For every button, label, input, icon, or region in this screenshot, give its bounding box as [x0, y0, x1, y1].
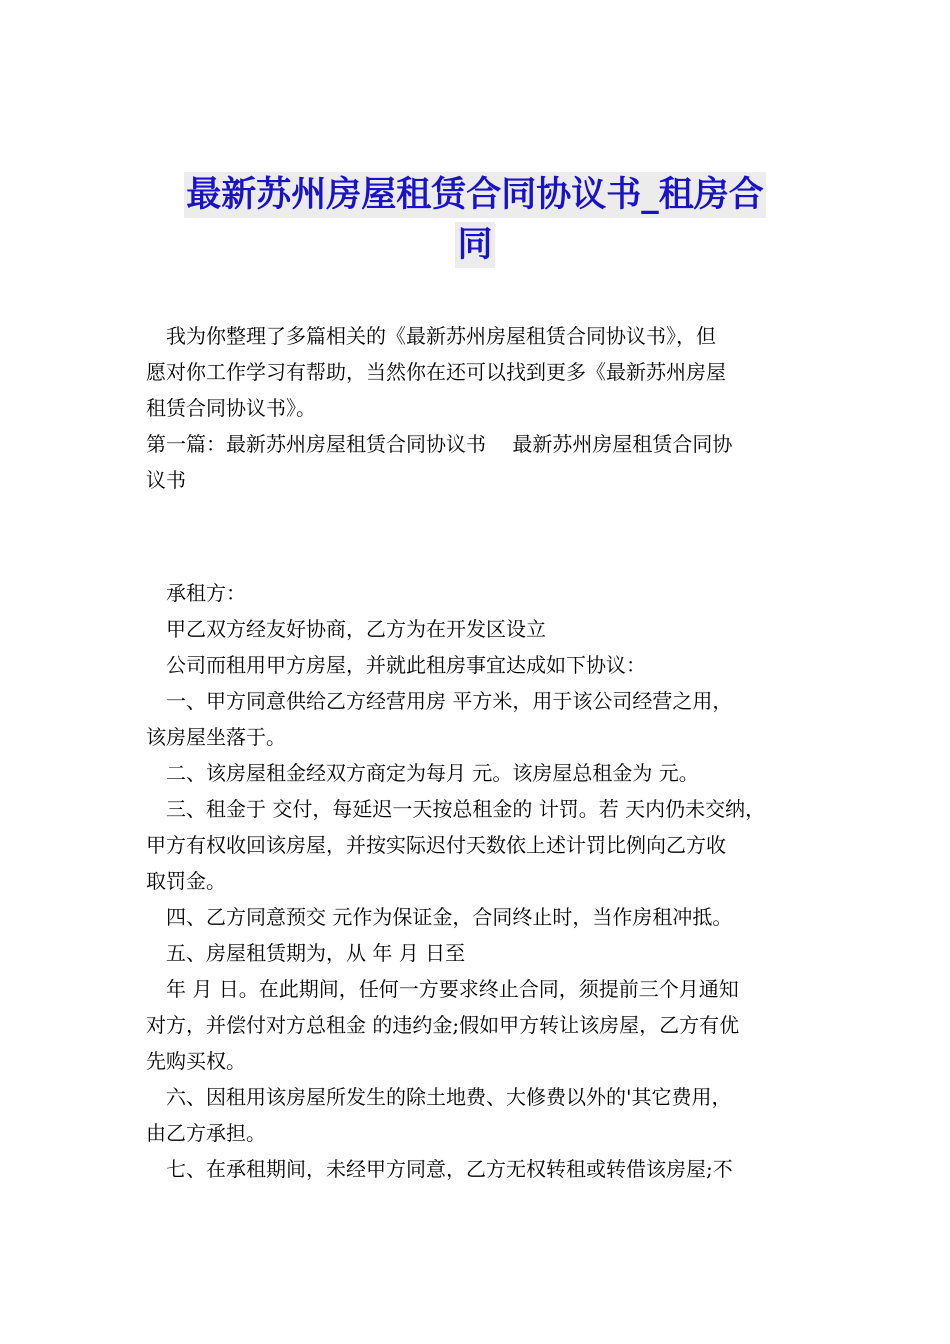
clause-line: 二、该房屋租金经双方商定为每月 元。该房屋总租金为 元。 — [166, 761, 699, 785]
section-heading-line: 议书 — [146, 468, 186, 492]
intro-line: 我为你整理了多篇相关的《最新苏州房屋租赁合同协议书》，但 — [166, 324, 716, 348]
clause-paragraph — [146, 935, 816, 971]
clause-paragraph — [146, 611, 816, 647]
clause-line: 甲乙双方经友好协商，乙方为在开发区设立 — [166, 617, 546, 641]
clause-line: 五、房屋租赁期为，从 年 月 日至 — [166, 941, 466, 965]
title-line-2: 同 — [455, 222, 494, 268]
clause-paragraph — [146, 1079, 816, 1151]
clause-line: 先购买权。 — [146, 1049, 246, 1073]
clause-line: 公司而租用甲方房屋，并就此租房事宜达成如下协议： — [166, 653, 646, 677]
section-heading — [146, 426, 816, 498]
intro-block — [146, 318, 816, 498]
clause-paragraph — [146, 683, 816, 755]
clause-paragraph — [146, 647, 816, 683]
clause-line: 承租方： — [166, 581, 246, 605]
section-heading-line: 第一篇：最新苏州房屋租赁合同协议书 最新苏州房屋租赁合同协 — [146, 432, 733, 456]
document-title — [0, 172, 950, 272]
clause-paragraph — [146, 899, 816, 935]
clause-line: 六、因租用该房屋所发生的除土地费、大修费以外的'其它费用， — [166, 1085, 732, 1109]
clause-paragraph — [146, 791, 816, 899]
clause-paragraph — [146, 971, 816, 1079]
clause-line: 该房屋坐落于。 — [146, 725, 286, 749]
intro-paragraph — [146, 318, 816, 426]
intro-line: 租赁合同协议书》。 — [146, 396, 316, 420]
clause-line: 对方，并偿付对方总租金 的违约金;假如甲方转让该房屋，乙方有优 — [146, 1013, 740, 1037]
clause-line: 取罚金。 — [146, 869, 226, 893]
clauses-block — [146, 575, 816, 1187]
intro-line: 愿对你工作学习有帮助，当然你在还可以找到更多《最新苏州房屋 — [146, 360, 726, 384]
clause-line: 四、乙方同意预交 元作为保证金，合同终止时，当作房租冲抵。 — [166, 905, 733, 929]
clause-paragraph — [146, 575, 816, 611]
clause-line: 七、在承租期间，未经甲方同意，乙方无权转租或转借该房屋;不 — [166, 1157, 733, 1181]
clause-line: 一、甲方同意供给乙方经营用房 平方米，用于该公司经营之用， — [166, 689, 733, 713]
clause-line: 年 月 日。在此期间，任何一方要求终止合同，须提前三个月通知 — [166, 977, 739, 1001]
clause-line: 由乙方承担。 — [146, 1121, 266, 1145]
title-line-1: 最新苏州房屋租赁合同协议书_租房合 — [184, 172, 766, 218]
clause-paragraph — [146, 1151, 816, 1187]
clause-paragraph — [146, 755, 816, 791]
clause-line: 甲方有权收回该房屋，并按实际迟付天数依上述计罚比例向乙方收 — [146, 833, 726, 857]
clause-line: 三、租金于 交付，每延迟一天按总租金的 计罚。若 天内仍未交纳， — [166, 797, 766, 821]
